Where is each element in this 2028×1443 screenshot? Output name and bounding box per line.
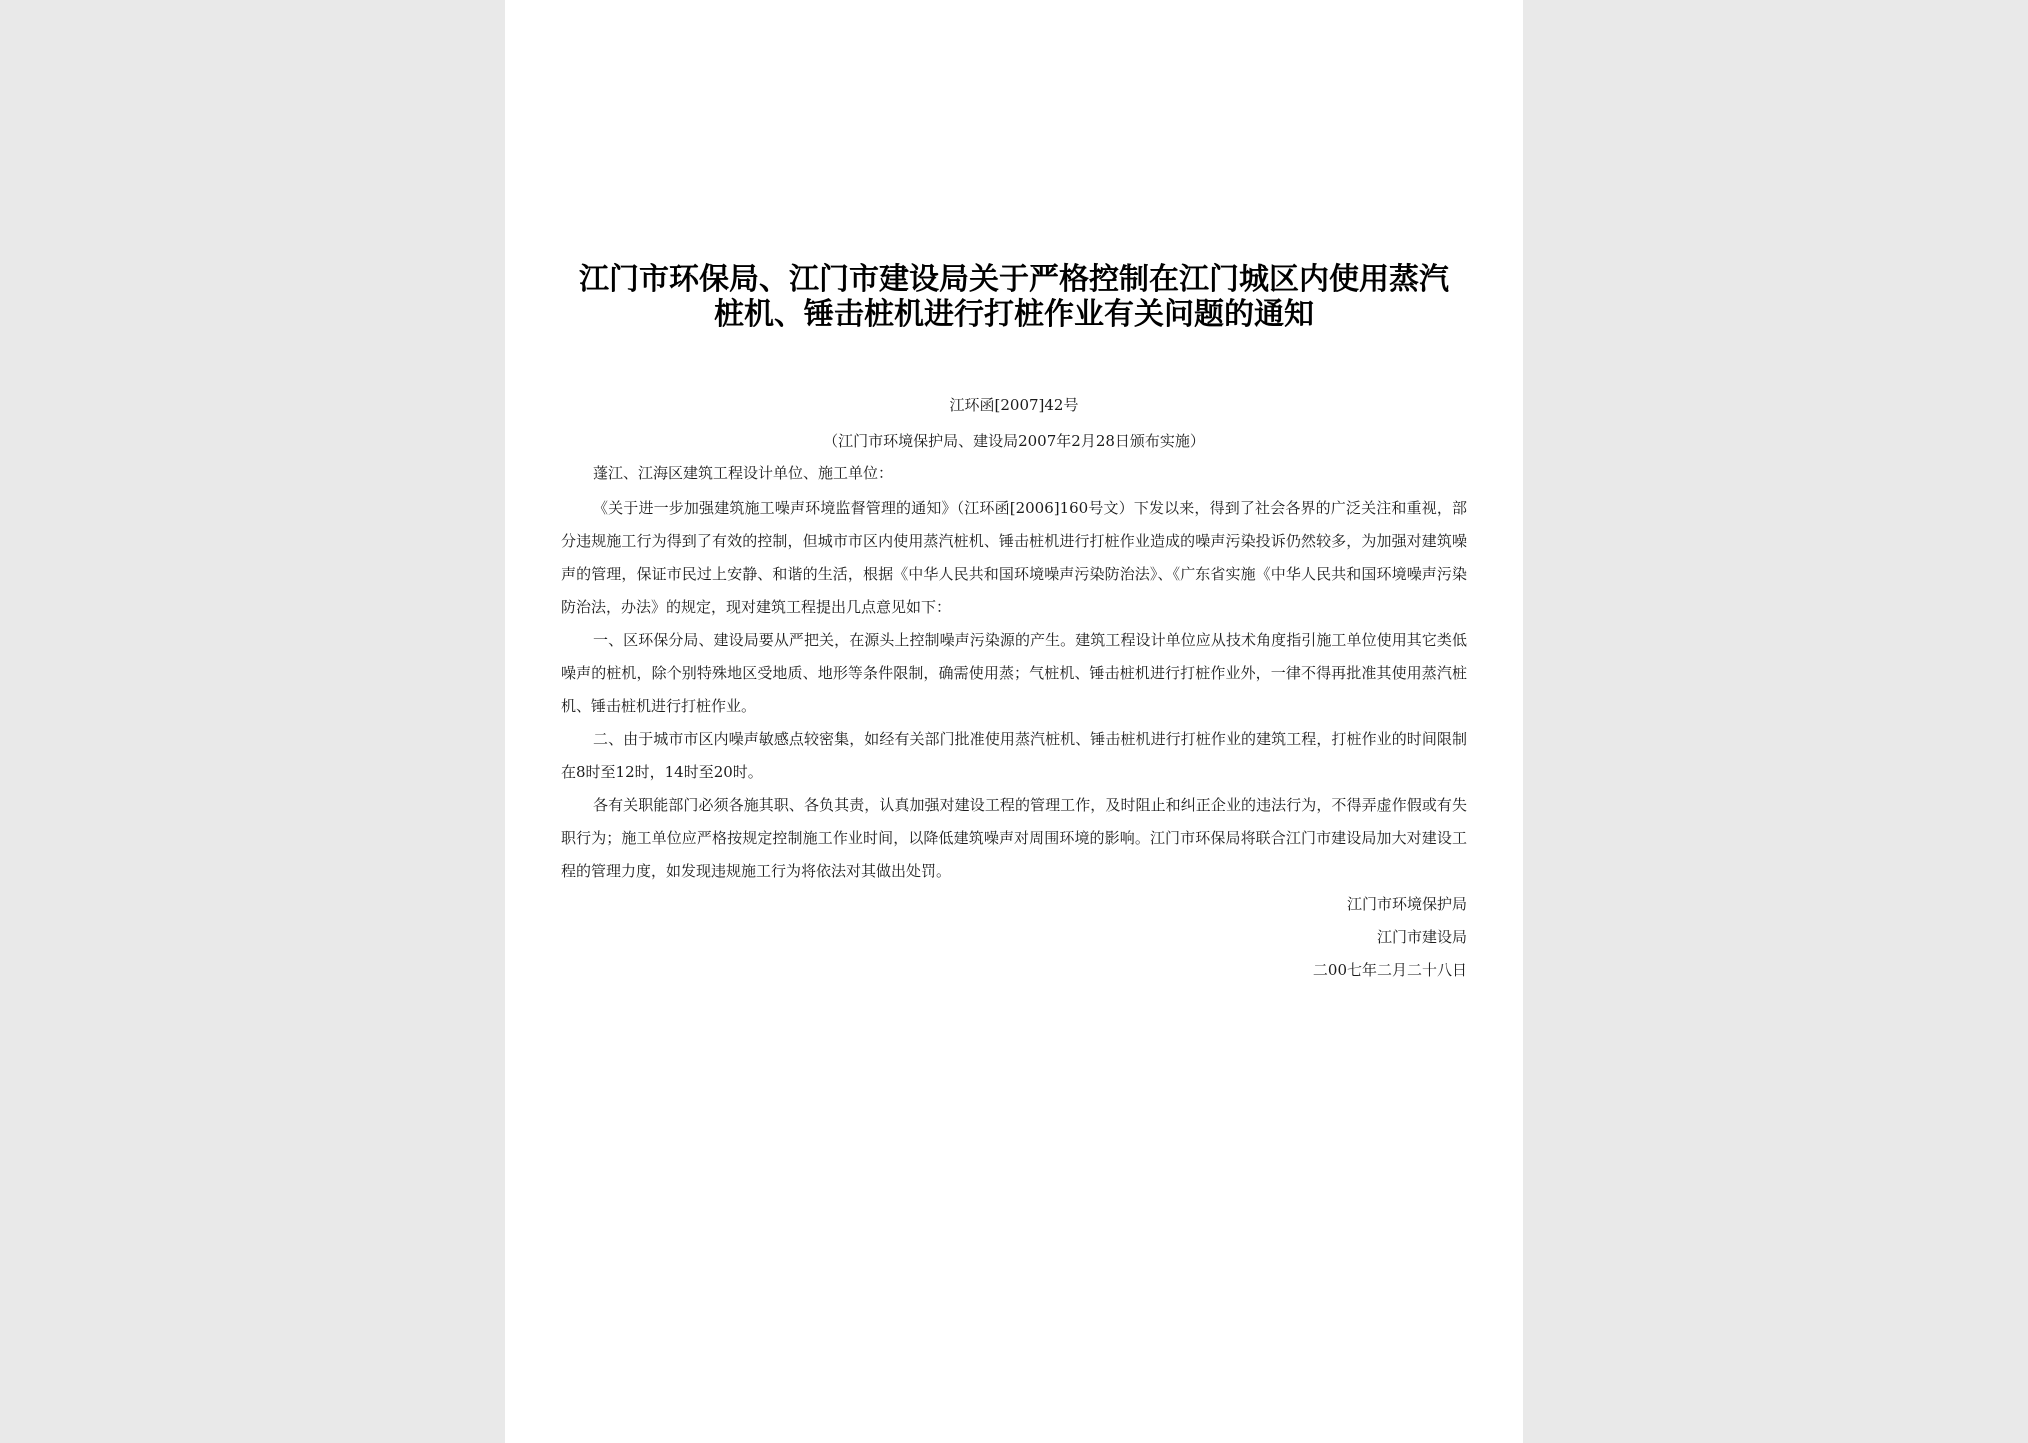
- signature-issuer-environment: 江门市环境保护局: [1346, 895, 1467, 913]
- body-paragraph: 二、由于城市市区内噪声敏感点较密集，如经有关部门批准使用蒸汽桩机、锤击桩机进行打桩作业的建筑工程，打桩作业的时间限制在8时至12时，14时至20时。: [561, 730, 1467, 781]
- document-title: 江门市环保局、江门市建设局关于严格控制在江门城区内使用蒸汽桩机、锤击桩机进行打桩作业有关问题的通知: [579, 262, 1449, 332]
- document-page: [505, 0, 1523, 1443]
- body-paragraph: 《关于进一步加强建筑施工噪声环境监督管理的通知》（江环函[2006]160号文）下发以来，得到了社会各界的广泛关注和重视，部分违规施工行为得到了有效的控制，但城市市区内使用蒸汽桩机、锤击桩机进行打桩作业造成的噪声污染投诉仍然较多，为加强对建筑噪声的管理，保证市民过上安静、和谐的生活，根据《中华人民共和国环境噪声污染防治法》、《广东省实施《中华人民共和国环境噪声污染防治法，办法》的规定，现对建筑工程提出几点意见如下：: [561, 499, 1467, 616]
- body-paragraph: 一、区环保分局、建设局要从严把关，在源头上控制噪声污染源的产生。建筑工程设计单位应从技术角度指引施工单位使用其它类低噪声的桩机，除个别特殊地区受地质、地形等条件限制，确需使用蒸；气桩机、锤击桩机进行打桩作业外，一律不得再批准其使用蒸汽桩机、锤击桩机进行打桩作业。: [561, 631, 1467, 715]
- document-number: 江环函[2007]42号: [949, 396, 1079, 414]
- signature-date: 二00七年二月二十八日: [1312, 961, 1467, 979]
- document-content: [561, 262, 1467, 987]
- issuance-note: （江门市环境保护局、建设局2007年2月28日颁布实施）: [823, 432, 1205, 450]
- body-paragraph: 各有关职能部门必须各施其职、各负其责，认真加强对建设工程的管理工作，及时阻止和纠正企业的违法行为，不得弄虚作假或有失职行为；施工单位应严格按规定控制施工作业时间，以降低建筑噪声对周围环境的影响。江门市环保局将联合江门市建设局加大对建设工程的管理力度，如发现违规施工行为将依法对其做出处罚。: [561, 796, 1467, 880]
- salutation: 蓬江、江海区建筑工程设计单位、施工单位：: [593, 464, 894, 482]
- signature-issuer-construction: 江门市建设局: [1376, 928, 1467, 946]
